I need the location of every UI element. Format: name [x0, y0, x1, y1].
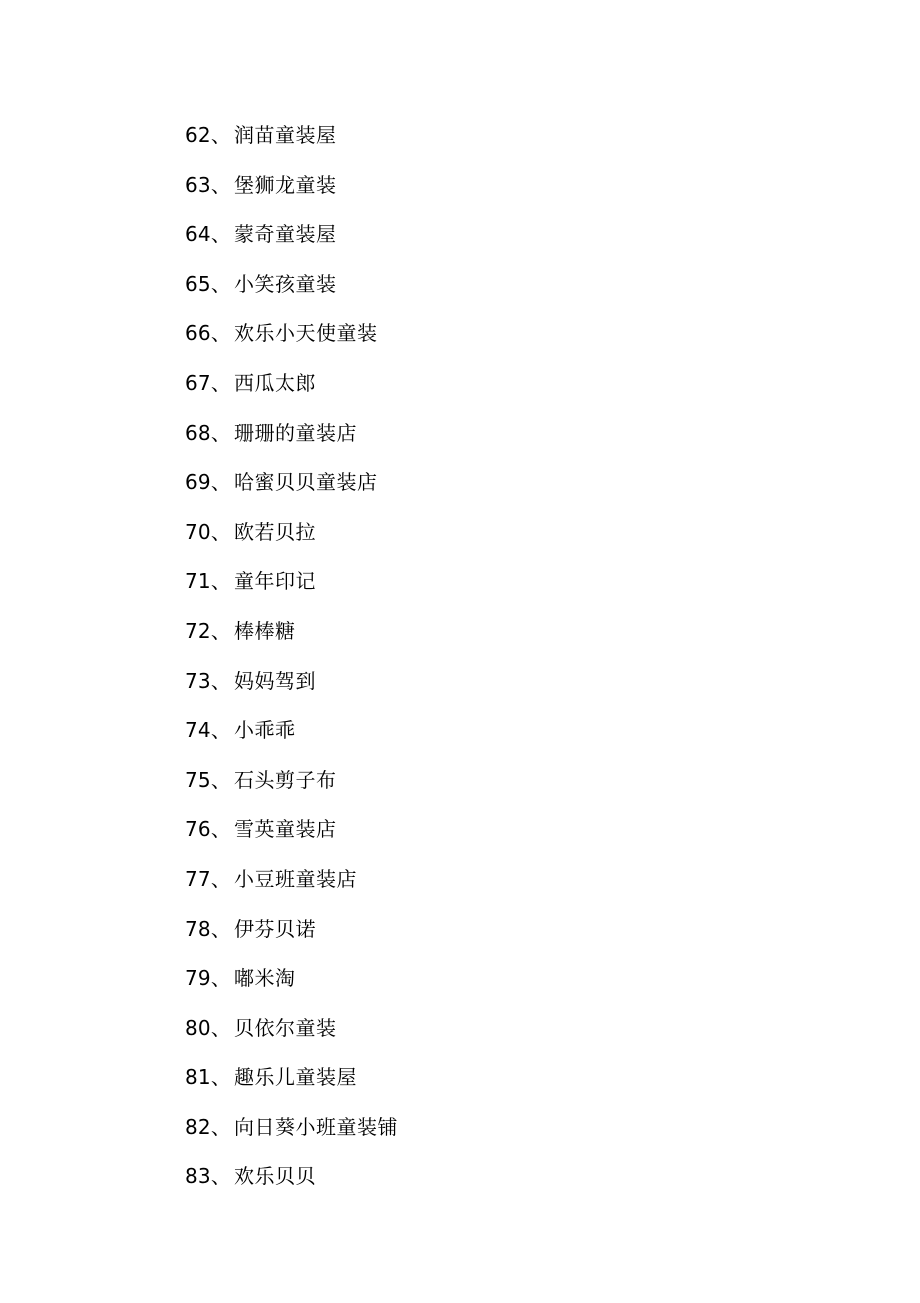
- item-number: 72、: [185, 618, 232, 643]
- item-number: 81、: [185, 1065, 232, 1090]
- item-number: 65、: [185, 271, 232, 296]
- list-item: [185, 614, 398, 664]
- list-item: [185, 217, 398, 267]
- item-number: 78、: [185, 916, 232, 941]
- item-text: 童年印记: [234, 569, 316, 594]
- item-text: 向日葵小班童装铺: [234, 1114, 398, 1139]
- list-item: [185, 713, 398, 763]
- item-text: 小笑孩童装: [234, 271, 337, 296]
- item-number: 76、: [185, 817, 232, 842]
- list-item: [185, 316, 398, 366]
- item-number: 75、: [185, 767, 232, 792]
- item-text: 小乖乖: [234, 718, 296, 743]
- item-text: 伊芬贝诺: [234, 916, 316, 941]
- item-text: 堡狮龙童装: [234, 172, 337, 197]
- item-text: 趣乐儿童装屋: [234, 1065, 357, 1090]
- list-item: [185, 961, 398, 1011]
- item-text: 西瓜太郎: [234, 370, 316, 395]
- list-item: [185, 862, 398, 912]
- item-number: 63、: [185, 172, 232, 197]
- list-item: [185, 168, 398, 218]
- item-number: 80、: [185, 1015, 232, 1040]
- item-number: 64、: [185, 222, 232, 247]
- item-text: 欧若贝拉: [234, 519, 316, 544]
- list-item: [185, 1060, 398, 1110]
- item-number: 83、: [185, 1164, 232, 1189]
- item-number: 73、: [185, 668, 232, 693]
- item-text: 珊珊的童装店: [234, 420, 357, 445]
- list-item: [185, 1159, 398, 1209]
- item-text: 嘟米淘: [234, 966, 296, 991]
- item-number: 68、: [185, 420, 232, 445]
- item-number: 62、: [185, 123, 232, 147]
- list-item: [185, 465, 398, 515]
- item-number: 79、: [185, 966, 232, 991]
- list-item: [185, 366, 398, 416]
- item-number: 67、: [185, 370, 232, 395]
- item-text: 贝依尔童装: [234, 1015, 337, 1040]
- list-item: [185, 416, 398, 466]
- list-item: [185, 267, 398, 317]
- list-item: [185, 912, 398, 962]
- item-text: 蒙奇童装屋: [234, 222, 337, 247]
- item-text: 欢乐小天使童装: [234, 321, 378, 346]
- shop-name-list: [185, 118, 398, 1209]
- item-number: 66、: [185, 321, 232, 346]
- list-item: [185, 118, 398, 168]
- item-number: 71、: [185, 569, 232, 594]
- list-item: [185, 1011, 398, 1061]
- list-item: [185, 515, 398, 565]
- item-number: 82、: [185, 1114, 232, 1139]
- item-text: 哈蜜贝贝童装店: [234, 470, 378, 495]
- item-number: 74、: [185, 718, 232, 743]
- item-number: 69、: [185, 470, 232, 495]
- list-item: [185, 1110, 398, 1160]
- item-number: 77、: [185, 866, 232, 891]
- item-text: 棒棒糖: [234, 618, 296, 643]
- list-item: [185, 763, 398, 813]
- list-item: [185, 564, 398, 614]
- list-item: [185, 664, 398, 714]
- item-text: 妈妈驾到: [234, 668, 316, 693]
- item-text: 润苗童装屋: [234, 123, 337, 147]
- item-text: 小豆班童装店: [234, 866, 357, 891]
- item-text: 石头剪子布: [234, 767, 337, 792]
- item-number: 70、: [185, 519, 232, 544]
- item-text: 欢乐贝贝: [234, 1164, 316, 1189]
- list-item: [185, 812, 398, 862]
- item-text: 雪英童装店: [234, 817, 337, 842]
